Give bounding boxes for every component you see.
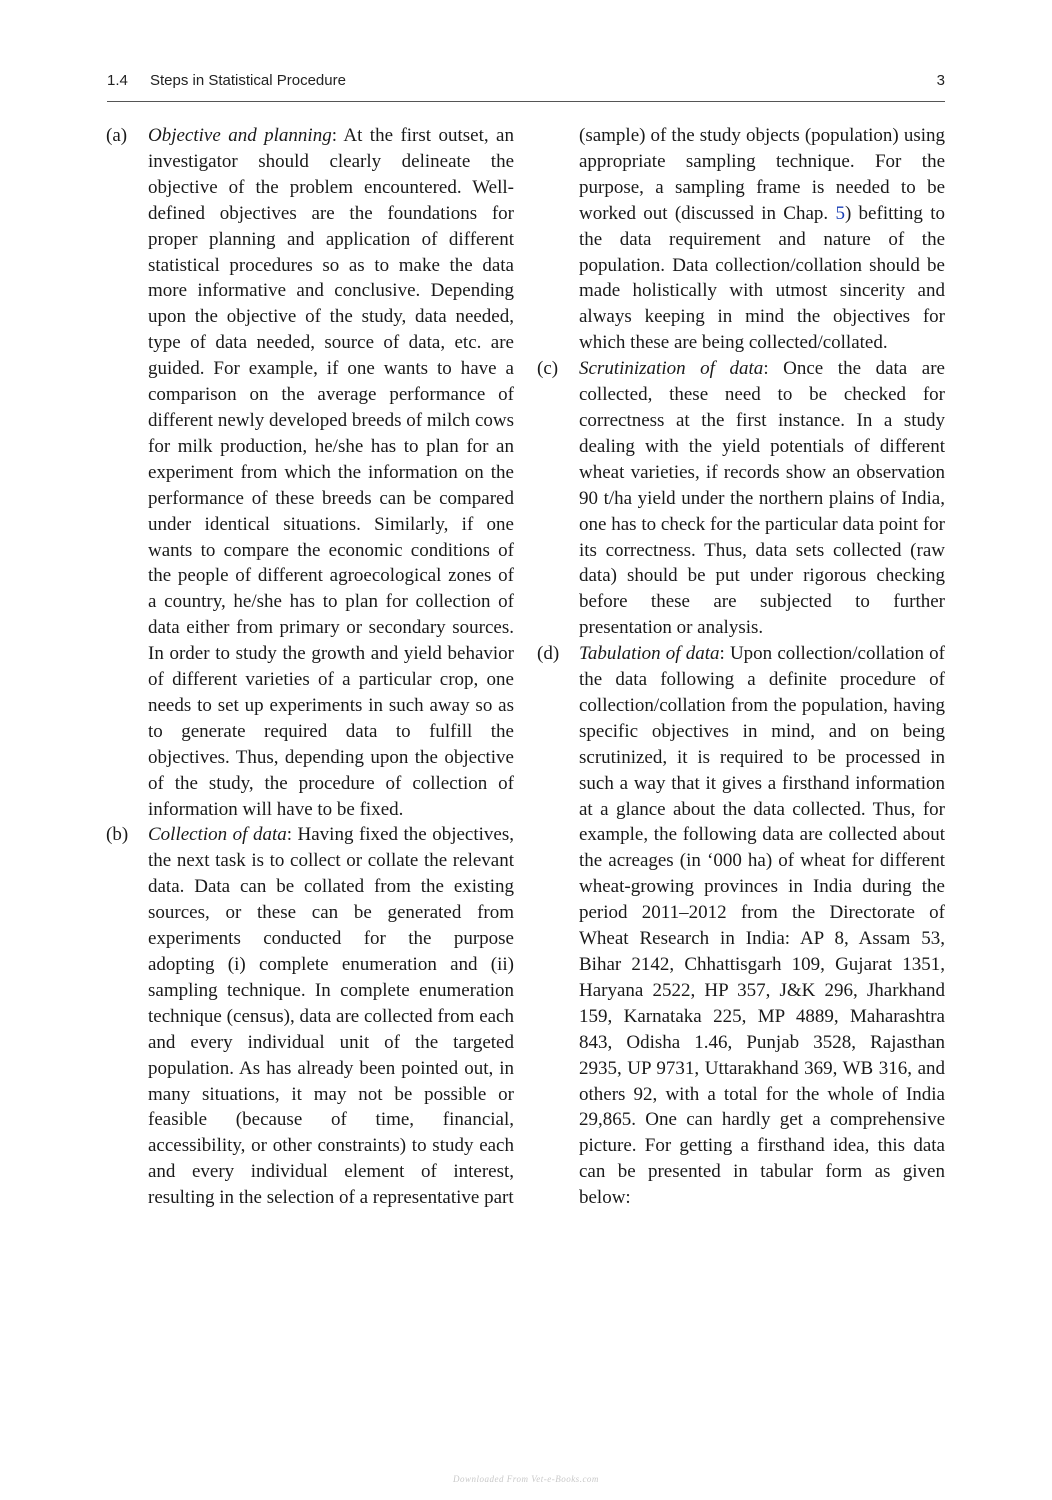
item-marker: (c) bbox=[537, 358, 559, 380]
header-rule bbox=[107, 101, 945, 102]
item-term: Scrutinization of data bbox=[579, 358, 764, 380]
right-column bbox=[537, 123, 945, 1211]
section-number: 1.4 bbox=[107, 72, 128, 89]
download-watermark: Downloaded From Vet-e-Books.com bbox=[453, 1474, 599, 1484]
item-marker: (a) bbox=[106, 125, 128, 146]
chapter-link[interactable]: 5 bbox=[835, 202, 845, 224]
list-item-d bbox=[537, 641, 945, 1211]
left-column bbox=[106, 123, 514, 1211]
item-text: ) befitting to the data requirement and nature of the population. Data collection/collation should be made holistically with utmost sincerity and always keeping in mind the objectives for which these are being collected/collated. bbox=[579, 202, 945, 354]
item-paragraph bbox=[148, 822, 514, 1211]
item-text: : Having fixed the objectives, the next task is to collect or collate the relevant data. Data can be collated from the existing sources, or these can be generated from experiments conducted for the purpose adopting (i) complete enumeration and (ii) sampling technique. In complete enumeration technique (census), data are collected from each and every individual unit of the targeted population. As has already been pointed out, in many situations, it may not be possible or feasible (because of time, financial, accessibility, or other constraints) to study each and every individual element of interest, resulting in the selection of a representative part bbox=[148, 824, 514, 1209]
item-text: : Once the data are collected, these need to be checked for correctness at the first instance. In a study dealing with the yield potentials of different wheat varieties, if records show an observation 90 t/ha yield under the northern plains of India, one has to check for the particular data point for its correctness. Thus, data sets collected (raw data) should be put under rigorous checking before these are subjected to further presentation or analysis. bbox=[579, 358, 945, 639]
item-marker: (d) bbox=[537, 643, 560, 665]
page-number: 3 bbox=[936, 72, 945, 89]
item-text: (sample) of the study objects (population) using appropriate sampling technique. For the purpose, a sampling frame is needed to be worked out (discussed in Chap. bbox=[579, 125, 945, 224]
item-paragraph-continued bbox=[579, 123, 945, 356]
item-marker: (b) bbox=[106, 824, 129, 846]
list-item-b-continued bbox=[537, 123, 945, 356]
item-paragraph bbox=[579, 641, 945, 1211]
list-item-b bbox=[106, 822, 514, 1211]
item-term: Collection of data bbox=[148, 824, 287, 846]
item-text: : At the first outset, an investigator should clearly delineate the objective of the problem encountered. Well-defined objectives are the foundations for proper planning and application of different statistical procedures so as to make the data more informative and conclusive. Depending upon the objective of the study, data needed, type of data needed, source of data, etc. are guided. For example, if one wants to have a comparison on the average performance of different newly developed breeds of milch cows for milk production, he/she has to plan for an experiment from which the information on the performance of these breeds can be compared under identical situations. Similarly, if one wants to compare the economic conditions of the people of different agroecological zones of a country, he/she has to plan for collection of data either from primary or secondary sources. In order to study the growth and yield behavior of different varieties of a particular crop, one needs to set up experiments in such away so as to generate required data to fulfill the objectives. Thus, depending upon the objective of the study, the procedure of collection of information will have to be fixed. bbox=[148, 125, 514, 820]
item-paragraph bbox=[148, 123, 514, 822]
item-term: Tabulation of data bbox=[579, 643, 720, 665]
running-head bbox=[107, 72, 945, 94]
list-item-c bbox=[537, 356, 945, 641]
item-text: : Upon collection/collation of the data following a definite procedure of collection/collation from the population, having specific objectives in mind, and on being scrutinized, it is required to be processed in such a way that it gives a firsthand information at a glance about the data collected. Thus, for example, the following data are collected about the acreages (in ‘000 ha) of wheat for different wheat-growing provinces in India during the period 2011–2012 from the Directorate of Wheat Research in India: AP 8, Assam 53, Bihar 2142, Chhattisgarh 109, Gujarat 1351, Haryana 2522, HP 357, J&K 296, Jharkhand 159, Karnataka 225, MP 4889, Maharashtra 843, Odisha 1.46, Punjab 3528, Rajasthan 2935, UP 9731, Uttarakhand 369, WB 316, and others 92, with a total for the whole of India 29,865. One can hardly get a comprehensive picture. For getting a firsthand idea, this data can be presented in tabular form as given below: bbox=[579, 643, 945, 1209]
list-item-a bbox=[106, 123, 514, 822]
item-paragraph bbox=[579, 356, 945, 641]
item-term: Objective and planning bbox=[148, 125, 332, 146]
section-title: Steps in Statistical Procedure bbox=[150, 72, 346, 89]
